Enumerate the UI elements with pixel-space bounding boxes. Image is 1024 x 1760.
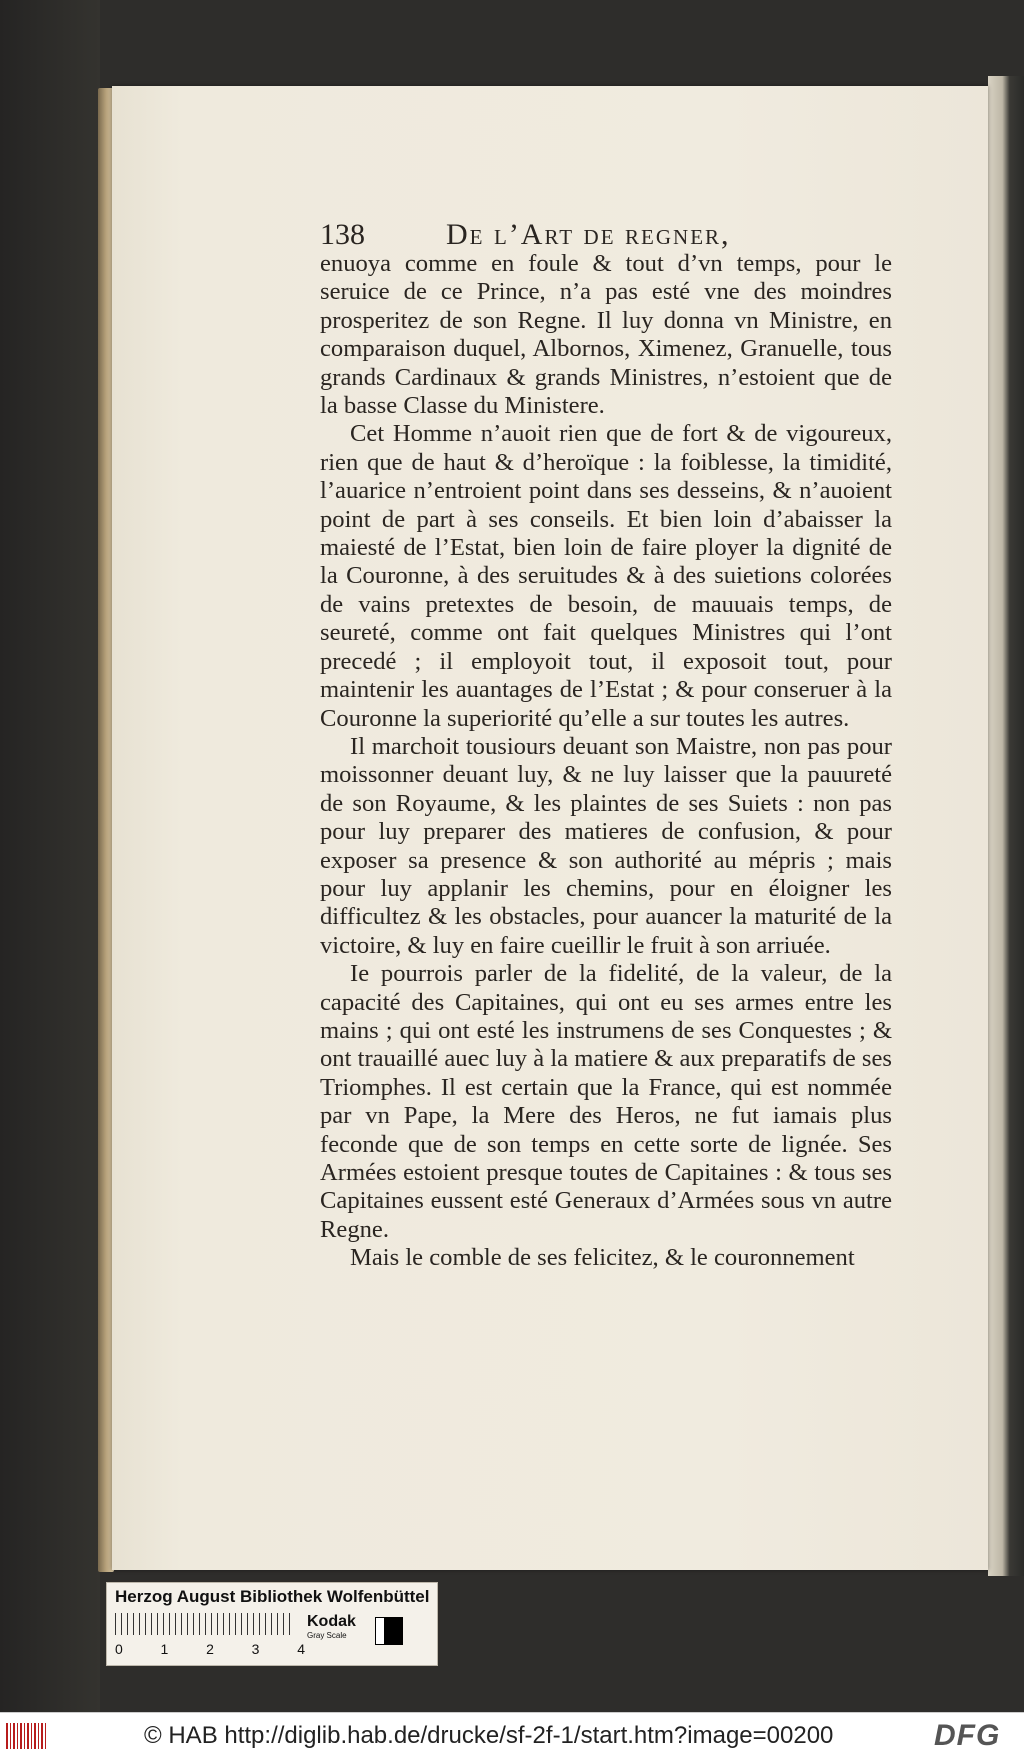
ruler-number: 4	[297, 1641, 305, 1657]
ruler-number: 1	[160, 1641, 169, 1657]
dfg-logo: DFG	[934, 1719, 1001, 1752]
ruler-numbers	[115, 1641, 305, 1657]
running-title: De l’Art de regner,	[446, 218, 731, 251]
paragraph-5: Mais le comble de ses felicitez, & le couronnement	[350, 1244, 855, 1272]
ruler-scale	[115, 1613, 295, 1635]
next-pages-edge	[988, 76, 1024, 1576]
footer-bar	[0, 1712, 1024, 1760]
paragraph-4: Ie pourrois parler de la fidelité, de la valeur, de la capacité des Capitaines, qui ont eu ses armes entre les mains ; qui ont esté les instrumens de ses Conquestes ; & ont trauaillé auec luy à la matiere & aux preparatifs de ses Triomphes. Il est certain que la France, qui est nommée par vn Pape, la Mere des Heros, ne fut iamais plus feconde que de son temps en cette sorte de lignée. Ses Armées estoient presque toutes de Capitaines : & tous ses Capitaines eussent esté Generaux d’Armées sous vn autre Regne.	[320, 960, 892, 1243]
gray-swatch	[375, 1617, 403, 1645]
hab-barcode-icon	[6, 1723, 46, 1749]
paragraph-1: enuoya comme en foule & tout d’vn temps, pour le seruice de ce Prince, n’a pas esté vne des moindres prosperitez de son Regne. Il luy donna vn Ministre, en comparaison duquel, Albornos, Ximenez, Granuelle, tous grands Cardinaux & grands Ministres, n’estoient que de la basse Classe du Ministere.	[320, 250, 892, 420]
scan-left-shadow	[0, 0, 100, 1712]
ruler-number: 2	[206, 1641, 214, 1657]
ruler-number: 3	[251, 1641, 260, 1657]
kodak-label: Kodak	[307, 1613, 356, 1630]
source-credit-link[interactable]: © HAB http://diglib.hab.de/drucke/sf-2f-1/start.htm?image=00200	[144, 1722, 834, 1749]
paragraph-3: Il marchoit tousiours deuant son Maistre, non pas pour moissonner deuant luy, & ne luy laisser que la pauureté de son Royaume, & les plaintes de ses Suiets : non pas pour luy preparer des matieres de confusion, & pour exposer sa presence & son authorité au mépris ; mais pour luy applanir les chemins, pour en éloigner les difficultez & les obstacles, pour auancer la maturité de la victoire, & luy en faire cueillir le fruit à son arriuée.	[320, 732, 892, 959]
page-body	[320, 250, 892, 1273]
gray-scale-label: Gray Scale	[307, 1631, 347, 1640]
paragraph-2: Cet Homme n’auoit rien que de fort & de vigoureux, rien que de haut & d’heroïque : la foiblesse, la timidité, l’auarice n’entroient point dans ses desseins, & n’auoient point de part à ses conseils. Et bien loin d’abaisser la maiesté de l’Estat, bien loin de faire ployer la dignité de la Couronne, à des seruitudes & à des suietions colorées de vains pretextes de besoin, de mauuais temps, de seureté, comme ont fait quelques Ministres qui l’ont precedé ; il employoit tout, il exposoit tout, pour maintenir les auantages de l’Estat ; & pour conseruer à la Couronne la superiorité qu’elle a sur toutes les autres.	[320, 420, 892, 732]
ruler-number: 0	[115, 1641, 123, 1657]
color-calibration-strip	[106, 1582, 438, 1666]
library-name: Herzog August Bibliothek Wolfenbüttel	[115, 1587, 430, 1606]
page-number: 138	[320, 218, 365, 251]
